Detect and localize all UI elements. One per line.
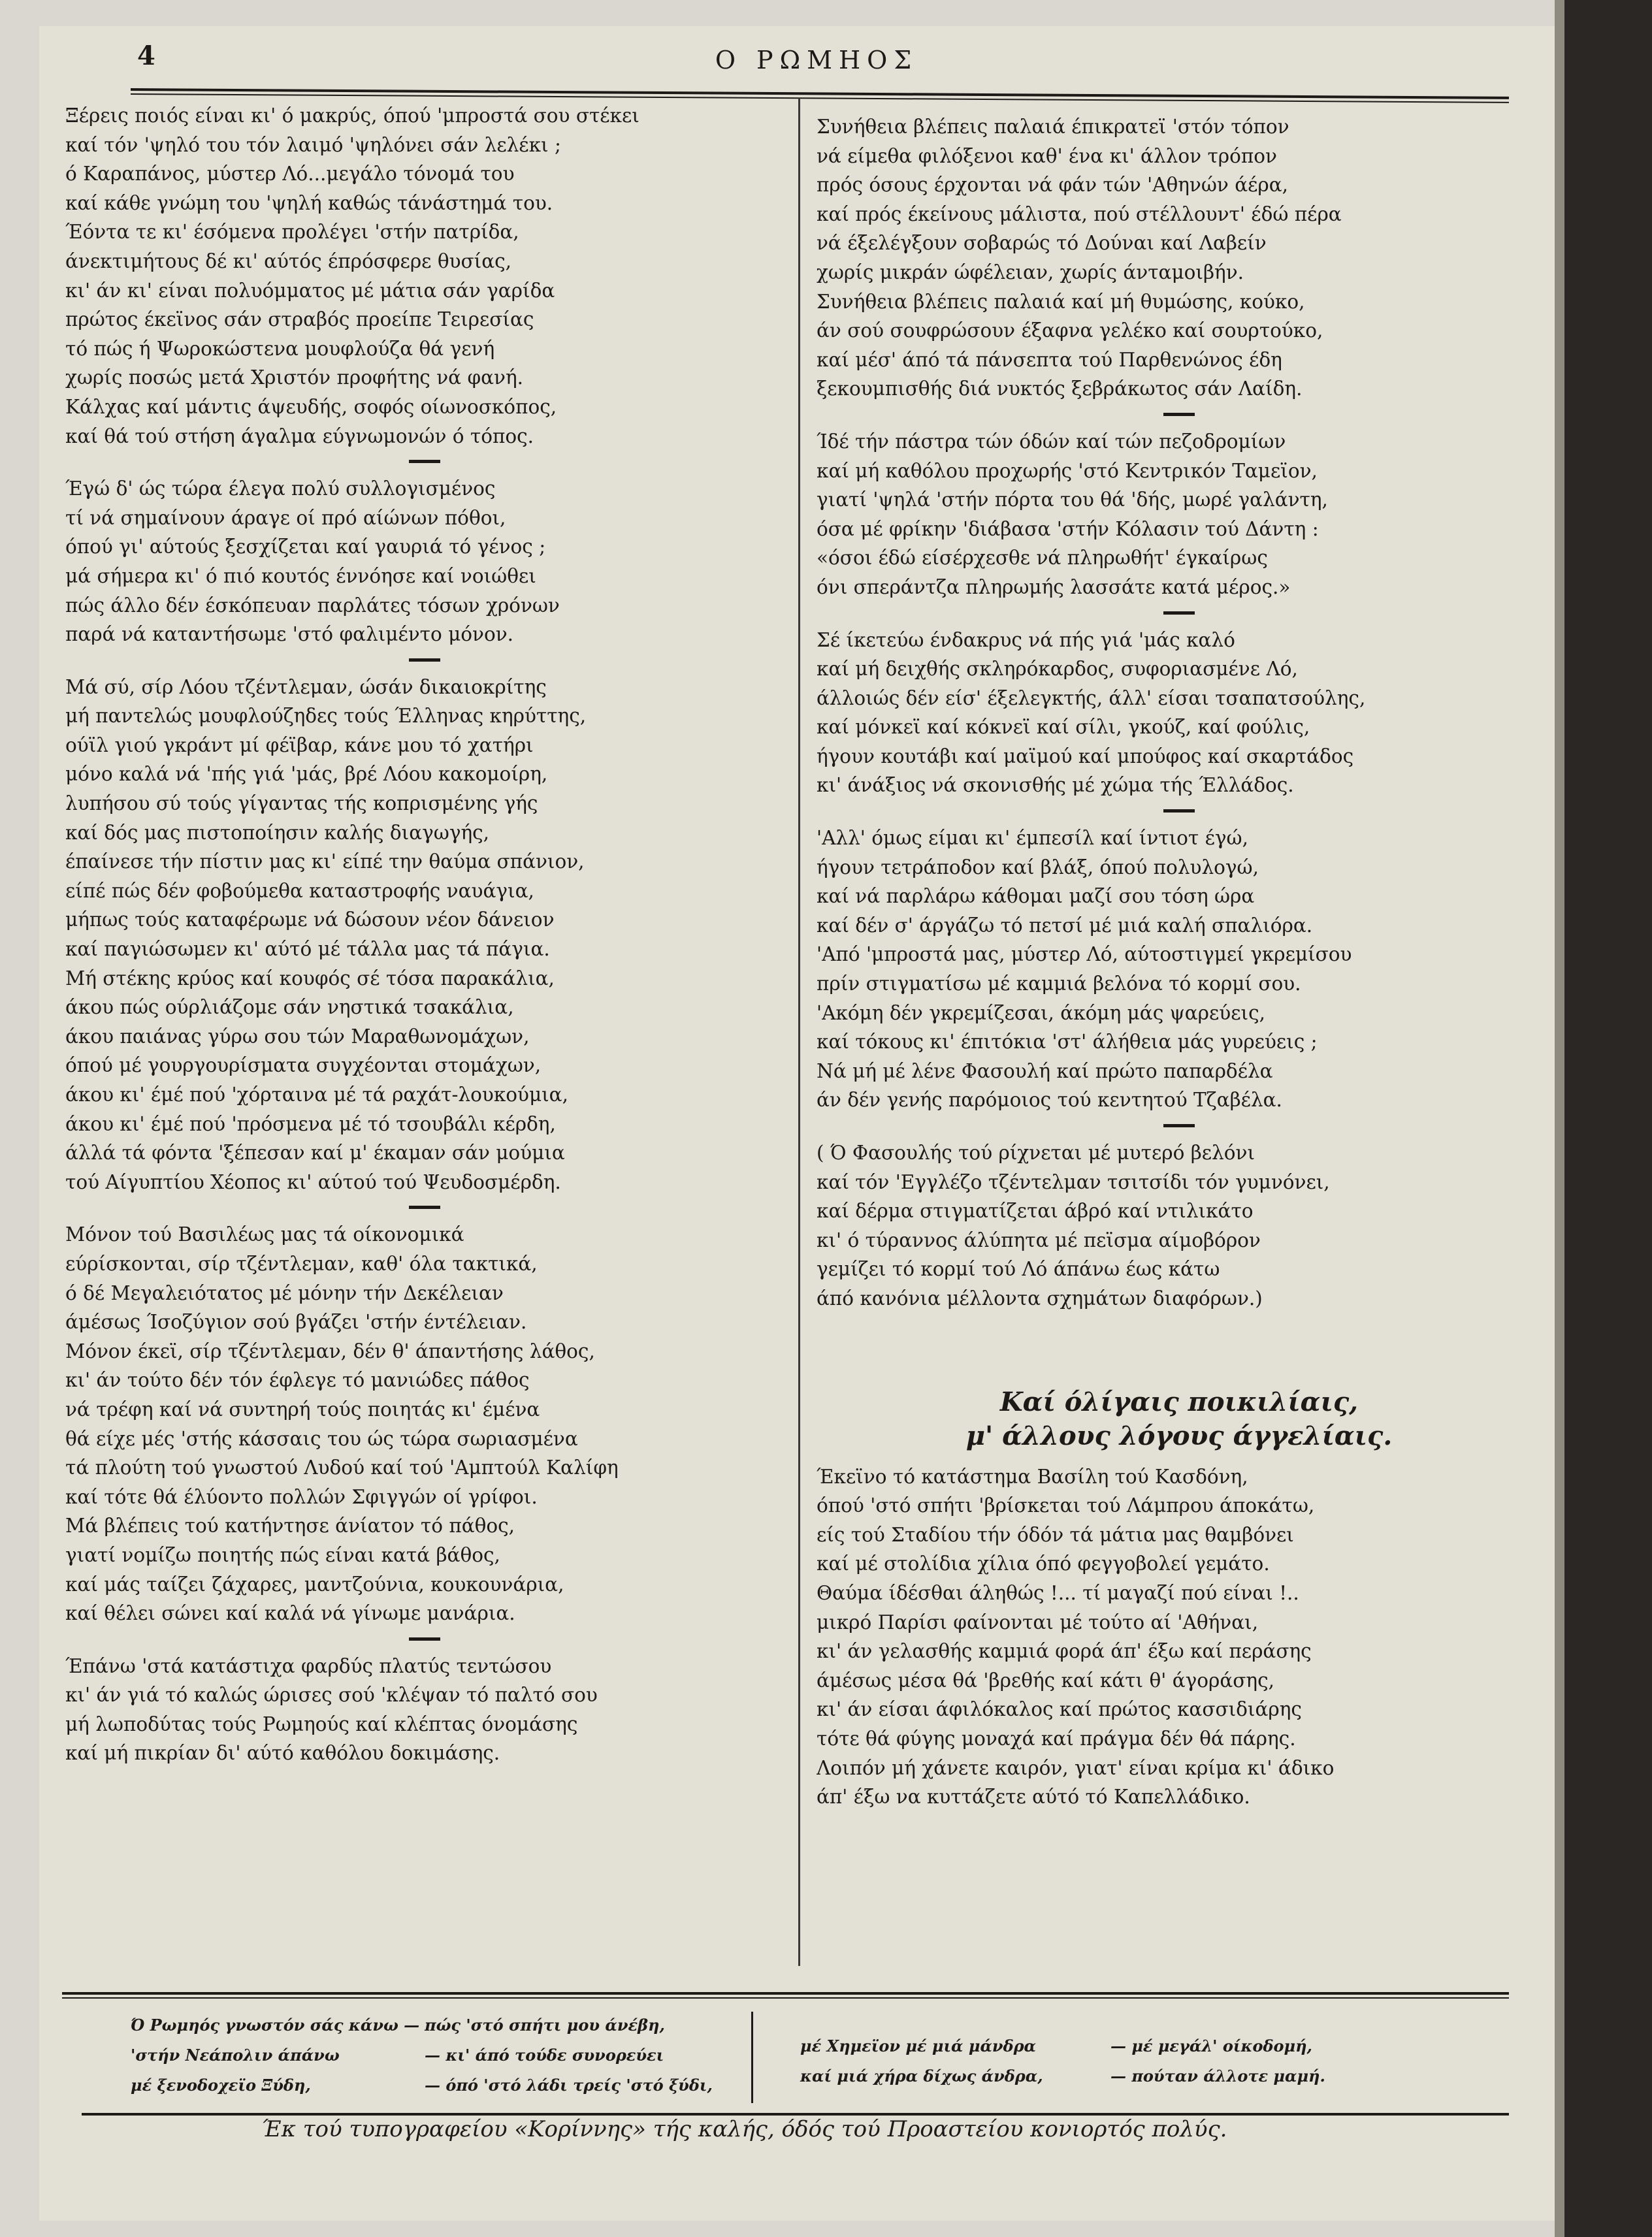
poem-line: Έόντα τε κι' έσόμενα προλέγει 'στήν πατρίδα, xyxy=(65,221,519,244)
footer-ad-line: καί μιά χήρα δίχως άνδρα, xyxy=(800,2067,1043,2085)
ad-line: άπ' έξω να κυττάζετε αύτό τό Καπελλάδικο. xyxy=(817,1786,1250,1809)
poem-line: γιατί 'ψηλά 'στήν πόρτα του θά 'δής, μωρέ γαλάντη, xyxy=(817,489,1328,511)
poem-line: όπού μέ γουργουρίσματα συγχέονται στομάχων, xyxy=(65,1054,542,1077)
poem-line: πρίν στιγματίσω μέ καμμιά βελόνα τό κορμί σου. xyxy=(817,973,1301,995)
stanza-divider xyxy=(817,1115,1542,1138)
poem-line: ό δέ Μεγαλειότατος μέ μόνην τήν Δεκέλειαν xyxy=(65,1281,504,1304)
poem-line: άλλοιώς δέν είσ' έξελεγκτής, άλλ' είσαι τσαπατσούλης, xyxy=(817,686,1366,709)
section-spacer xyxy=(817,1313,1542,1385)
ad-line: Έκεϊνο τό κατάστημα Βασίλη τού Κασδόνη, xyxy=(817,1465,1248,1488)
footer-ad-b-left xyxy=(800,2031,1043,2091)
poem-line: γιατί νομίζω ποιητής πώς είναι κατά βάθος, xyxy=(65,1543,500,1566)
poem-line: καί θέλει σώνει καί καλά νά γίνωμε μανάρια. xyxy=(65,1602,515,1625)
poem-line: καί δέρμα στιγματίζεται άβρό καί ντιλικάτο xyxy=(817,1200,1254,1223)
stanza-divider xyxy=(817,800,1542,824)
poem-line: πρώτος έκεϊνος σάν στραβός προείπε Τειρεσίας xyxy=(65,308,534,331)
poem-line: καί τόν 'Εγγλέζο τζέντελμαν τσιτσίδι τόν γυμνόνει, xyxy=(817,1170,1330,1193)
poem-line: καί μάς ταίζει ζάχαρες, μαντζούνια, κουκουνάρια, xyxy=(65,1573,564,1596)
ad-line: καί μέ στολίδια χίλια όπό φεγγοβολεί γεμάτο. xyxy=(817,1553,1270,1575)
poem-line: καί μόνκεϊ καί κόκνεϊ καί σίλι, γκούζ, καί φούλις, xyxy=(817,716,1310,739)
poem-line: κι' άν γιά τό καλώς ώρισες σού 'κλέψαν τό παλτό σου xyxy=(65,1684,598,1707)
footer-ad-b-right xyxy=(1110,2031,1325,2091)
poem-line: καί μέσ' άπό τά πάνσεπτα τού Παρθενώνος έδη xyxy=(817,348,1282,371)
footer-ad-a-left xyxy=(131,2010,419,2100)
poem-line: καί δός μας πιστοποίησιν καλής διαγωγής, xyxy=(65,821,490,844)
poem-line: άκου παιάνας γύρω σου τών Μαραθωνομάχων, xyxy=(65,1025,530,1048)
poem-line: καί πρός έκείνους μάλιστα, πού στέλλουντ' έδώ πέρα xyxy=(817,202,1342,225)
footer-ad-separator xyxy=(751,2012,753,2103)
poem-line: μόνο καλά νά 'πής γιά 'μάς, βρέ Λόου κακομοίρη, xyxy=(65,763,548,786)
poem-line: ό Καραπάνος, μύστερ Λό...μεγάλο τόνομά του xyxy=(65,163,515,185)
poem-line: έπαίνεσε τήν πίστιν μας κι' είπέ την θαύμα σπάνιον, xyxy=(65,850,585,873)
poem-line: χωρίς ποσώς μετά Χριστόν προφήτης νά φανή. xyxy=(65,366,523,389)
poem-line: θά είχε μές 'στής κάσσαις του ώς τώρα σωριασμένα xyxy=(65,1427,578,1450)
ads-heading: μ' άλλους λόγους άγγελίαις. xyxy=(965,1420,1393,1451)
poem-line: άκου κι' έμέ πού 'πρόσμενα μέ τό τσουβάλι κέρδη, xyxy=(65,1112,556,1135)
poem-line: Μή στέκης κρύος καί κουφός σέ τόσα παρακάλια, xyxy=(65,967,555,990)
poem-line: καί δέν σ' άργάζω τό πετσί μέ μιά καλή σπαλιόρα. xyxy=(817,914,1313,937)
poem-line: άνεκτιμήτους δέ κι' αύτός έπρόσφερε θυσίας, xyxy=(65,249,512,272)
poem-line: καί παγιώσωμεν κι' αύτό μέ τάλλα μας τά πάγια. xyxy=(65,938,550,961)
poem-line: όνι σπεράντζα πληρωμής λασσάτε κατά μέρος.» xyxy=(817,575,1291,598)
poem-line: 'Αλλ' όμως είμαι κι' έμπεσίλ καί ίντιοτ έγώ, xyxy=(817,827,1248,850)
poem-line: μή λωποδύτας τούς Ρωμηούς καί κλέπτας όνομάσης xyxy=(65,1713,578,1735)
poem-line: άμέσως Ίσοζύγιον σού βγάζει 'στήν έντέλειαν. xyxy=(65,1311,527,1334)
footer-ad-line: — μέ μεγάλ' οίκοδομή, xyxy=(1110,2036,1312,2055)
printer-imprint: Έκ τού τυπογραφείου «Κορίννης» τής καλής, όδός τού Προαστείου κονιορτός πολύς. xyxy=(261,2116,1227,2142)
poem-line: τί νά σημαίνουν άραγε οί πρό αίώνων πόθοι, xyxy=(65,506,506,529)
footer-ad-line: — όπό 'στό λάδι τρείς 'στό ξύδι, xyxy=(425,2076,713,2095)
poem-line: Ίδέ τήν πάστρα τών όδών καί τών πεζοδρομίων xyxy=(817,430,1286,453)
poem-line: άν σού σουφρώσουν έξαφνα γελέκο καί σουρτούκο, xyxy=(817,319,1323,342)
poem-line: κι' άν κι' είναι πολυόμματος μέ μάτια σάν γαρίδα xyxy=(65,279,555,302)
poem-line: όπού γι' αύτούς ξεσχίζεται καί γαυριά τό γένος ; xyxy=(65,536,546,558)
footer-ad-line: μέ ξενοδοχεϊο Ξύδη, xyxy=(131,2076,311,2095)
poem-line: λυπήσου σύ τούς γίγαντας τής κοπρισμένης γής xyxy=(65,792,538,815)
poem-line: νά έξελέγξουν σοβαρώς τό Δούναι καί Λαβείν xyxy=(817,232,1267,255)
ad-line: κι' άν γελασθής καμμιά φορά άπ' έξω καί περάσης xyxy=(817,1640,1312,1663)
poem-line: καί μή δειχθής σκληρόκαρδος, συφοριασμένε Λό, xyxy=(817,658,1298,681)
ad-line: Θαύμα ίδέσθαι άληθώς !... τί μαγαζί πού είναι !.. xyxy=(817,1581,1299,1604)
stanza-divider xyxy=(65,1197,784,1220)
right-column xyxy=(817,112,1542,1812)
page-number: 4 xyxy=(137,40,155,71)
poem-line: άκου κι' έμέ πού 'χόρταινα μέ τά ραχάτ-λουκούμια, xyxy=(65,1084,568,1106)
poem-line: άπό κανόνια μέλλοντα σχημάτων διαφόρων.) xyxy=(817,1287,1263,1310)
poem-line: μά σήμερα κι' ό πιό κουτός έννόησε καί νοιώθει xyxy=(65,564,536,587)
footer-ad-line: μέ Χημεϊον μέ μιά μάνδρα xyxy=(800,2036,1037,2055)
footer-ad-line: — κι' άπό τούδε συνορεύει xyxy=(425,2046,664,2065)
stanza-divider xyxy=(817,404,1542,427)
poem-line: ήγουν κουτάβι καί μαϊμού καί μπούφος καί σκαρτάδος xyxy=(817,745,1354,767)
poem-line: πρός όσους έρχονται νά φάν τών 'Αθηνών άέρα, xyxy=(817,174,1289,197)
stanza-divider xyxy=(65,451,784,474)
poem-line: κι' άν τούτο δέν τόν έφλεγε τό μανιώδες πάθος xyxy=(65,1369,530,1392)
poem-line: κι' ό τύραννος άλύπητα μέ πεϊσμα αίμοβόρον xyxy=(817,1229,1261,1251)
footer-rule-thin xyxy=(62,1997,1509,1999)
poem-line: χωρίς μικράν ώφέλειαν, χωρίς άνταμοιβήν. xyxy=(817,261,1244,283)
poem-line: κι' άνάξιος νά σκονισθής μέ χώμα τής Έλλάδος. xyxy=(817,774,1294,797)
poem-line: καί μή πικρίαν δι' αύτό καθόλου δοκιμάσης. xyxy=(65,1742,500,1765)
poem-line: Κάλχας καί μάντις άψευδής, σοφός οίωνοσκόπος, xyxy=(65,395,557,418)
poem-line: καί τόν 'ψηλό του τόν λαιμό 'ψηλόνει σάν λελέκι ; xyxy=(65,133,561,156)
poem-line: καί νά παρλάρω κάθομαι μαζί σου τόση ώρα xyxy=(817,885,1255,908)
stanza-divider xyxy=(65,649,784,673)
heading-spacer xyxy=(817,1453,1542,1462)
poem-line: άκου πώς ούρλιάζομε σάν νηστικά τσακάλια, xyxy=(65,996,514,1019)
poem-line: «όσοι έδώ είσέρχεσθε νά πληρωθήτ' έγκαίρως xyxy=(817,547,1268,570)
poem-line: Συνήθεια βλέπεις παλαιά καί μή θυμώσης, κούκο, xyxy=(817,290,1305,313)
poem-line: Μόνον τού Βασιλέως μας τά οίκονομικά xyxy=(65,1223,464,1246)
poem-line: Έγώ δ' ώς τώρα έλεγα πολύ συλλογισμένος xyxy=(65,477,496,500)
poem-line: τά πλούτη τού γνωστού Λυδού καί τού 'Αμπτούλ Καλίφη xyxy=(65,1456,619,1479)
ads-heading: Καί όλίγαις ποικιλίαις, xyxy=(999,1386,1359,1417)
poem-line: εύρίσκονται, σίρ τζέντλεμαν, καθ' όλα τακτικά, xyxy=(65,1252,538,1275)
poem-line: Νά μή μέ λένε Φασουλή καί πρώτο παπαρδέλα xyxy=(817,1059,1273,1082)
poem-line: νά είμεθα φιλόξενοι καθ' ένα κι' άλλον τρόπον xyxy=(817,144,1277,167)
poem-line: τού Αίγυπτίου Χέοπος κι' αύτού τού Ψευδοσμέρδη. xyxy=(65,1170,561,1193)
poem-line: πώς άλλο δέν έσκόπευαν παρλάτες τόσων χρόνων xyxy=(65,594,560,617)
poem-line: καί τόκους κι' έπιτόκια 'στ' άλήθεια μάς γυρεύεις ; xyxy=(817,1031,1318,1054)
poem-line: καί τότε θά έλύοντο πολλών Σφιγγών οί γρίφοι. xyxy=(65,1485,538,1508)
footer-ad-line: 'στήν Νεάπολιν άπάνω xyxy=(131,2046,340,2065)
poem-line: Σέ ίκετεύω ένδακρυς νά πής γιά 'μάς καλό xyxy=(817,628,1235,651)
ad-line: όπού 'στό σπήτι 'βρίσκεται τού Λάμπρου άποκάτω, xyxy=(817,1494,1315,1517)
poem-line: καί μή καθόλου προχωρής 'στό Κεντρικόν Ταμεϊον, xyxy=(817,459,1318,482)
footer-ad-a-right xyxy=(425,2010,713,2100)
poem-line: μή παντελώς μουφλούζηδες τούς Έλληνας κηρύττης, xyxy=(65,705,587,728)
binding-edge xyxy=(1564,0,1652,2237)
poem-line: Μά σύ, σίρ Λόου τζέντλεμαν, ώσάν δικαιοκρίτης xyxy=(65,675,547,698)
poem-line: είπέ πώς δέν φοβούμεθα καταστροφής ναυάγια, xyxy=(65,879,534,902)
masthead-title: Ο ΡΩΜΗΟΣ xyxy=(715,46,918,74)
poem-line: Μά βλέπεις τού κατήντησε άνίατον τό πάθος, xyxy=(65,1515,515,1537)
poem-line: τό πώς ή Ψωροκώστενα μουφλούζα θά γενή xyxy=(65,337,495,360)
poem-line: Ξέρεις ποιός είναι κι' ό μακρύς, όπού 'μπροστά σου στέκει xyxy=(65,105,640,127)
poem-line: Έπάνω 'στά κατάστιχα φαρδύς πλατύς τεντώσου xyxy=(65,1654,552,1677)
poem-line: παρά νά καταντήσωμε 'στό φαλιμέντο μόνον. xyxy=(65,623,514,646)
poem-line: 'Ακόμη δέν γκρεμίζεσαι, άκόμη μάς ψαρεύεις, xyxy=(817,1001,1265,1024)
poem-line: γεμίζει τό κορμί τού Λό άπάνω έως κάτω xyxy=(817,1258,1220,1281)
poem-line: 'Από 'μπροστά μας, μύστερ Λό, αύτοστιγμεί γκρεμίσου xyxy=(817,943,1352,966)
stanza-divider xyxy=(65,1628,784,1652)
poem-line: άλλά τά φόντα 'ξέπεσαν καί μ' έκαμαν σάν μούμια xyxy=(65,1142,565,1165)
footer-ad-line: — πούταν άλλοτε μαμή. xyxy=(1110,2067,1325,2085)
ad-line: Λοιπόν μή χάνετε καιρόν, γιατ' είναι κρίμα κι' άδικο xyxy=(817,1756,1335,1779)
footer-ad-line: Ό Ρωμηός γνωστόν σάς κάνω — xyxy=(131,2016,420,2035)
stanza-divider xyxy=(817,602,1542,626)
ad-line: κι' άν είσαι άφιλόκαλος καί πρώτος κασσιδιάρης xyxy=(817,1698,1302,1721)
ad-line: μικρό Παρίσι φαίνονται μέ τούτο αί 'Αθήναι, xyxy=(817,1611,1259,1633)
poem-line: μήπως τούς καταφέρωμε νά δώσουν νέον δάνειον xyxy=(65,909,555,931)
poem-line: όσα μέ φρίκην 'διάβασα 'στήν Κόλασιν τού Δάντη : xyxy=(817,517,1319,540)
ad-line: τότε θά φύγης μοναχά καί πράγμα δέν θά πάρης. xyxy=(817,1727,1296,1750)
poem-line: άν δέν γενής παρόμοιος τού κεντητού Τζαβέλα. xyxy=(817,1089,1282,1112)
poem-line: ξεκουμπισθής διά νυκτός ξεβράκωτος σάν Λαίδη. xyxy=(817,378,1303,400)
poem-line: ήγουν τετράποδον καί βλάξ, όπού πολυλογώ, xyxy=(817,856,1259,878)
poem-line: καί κάθε γνώμη του 'ψηλή καθώς τάνάστημά του. xyxy=(65,191,553,214)
column-separator xyxy=(798,98,800,1966)
poem-line: Συνήθεια βλέπεις παλαιά έπικρατεϊ 'στόν τόπον xyxy=(817,116,1289,138)
poem-line: ούϊλ γιού γκράντ μί φέϊβαρ, κάνε μου τό χατήρι xyxy=(65,733,534,756)
poem-line: νά τρέφη καί νά συντηρή τούς ποιητάς κι' έμένα xyxy=(65,1398,540,1421)
footer-ad-line: πώς 'στό σπήτι μου άνέβη, xyxy=(425,2016,665,2035)
poem-line: καί θά τού στήση άγαλμα εύγνωμονών ό τόπος. xyxy=(65,425,534,447)
ad-line: άμέσως μέσα θά 'βρεθής καί κάτι θ' άγοράσης, xyxy=(817,1669,1274,1692)
ad-line: είς τού Σταδίου τήν όδόν τά μάτια μας θαμβόνει xyxy=(817,1523,1294,1546)
poem-line: ( Ό Φασουλής τού ρίχνεται μέ μυτερό βελόνι xyxy=(817,1142,1255,1164)
footer-rule xyxy=(62,1992,1509,1995)
poem-line: Μόνον έκεϊ, σίρ τζέντλεμαν, δέν θ' άπαντήσης λάθος, xyxy=(65,1340,595,1362)
left-column xyxy=(65,101,784,1768)
